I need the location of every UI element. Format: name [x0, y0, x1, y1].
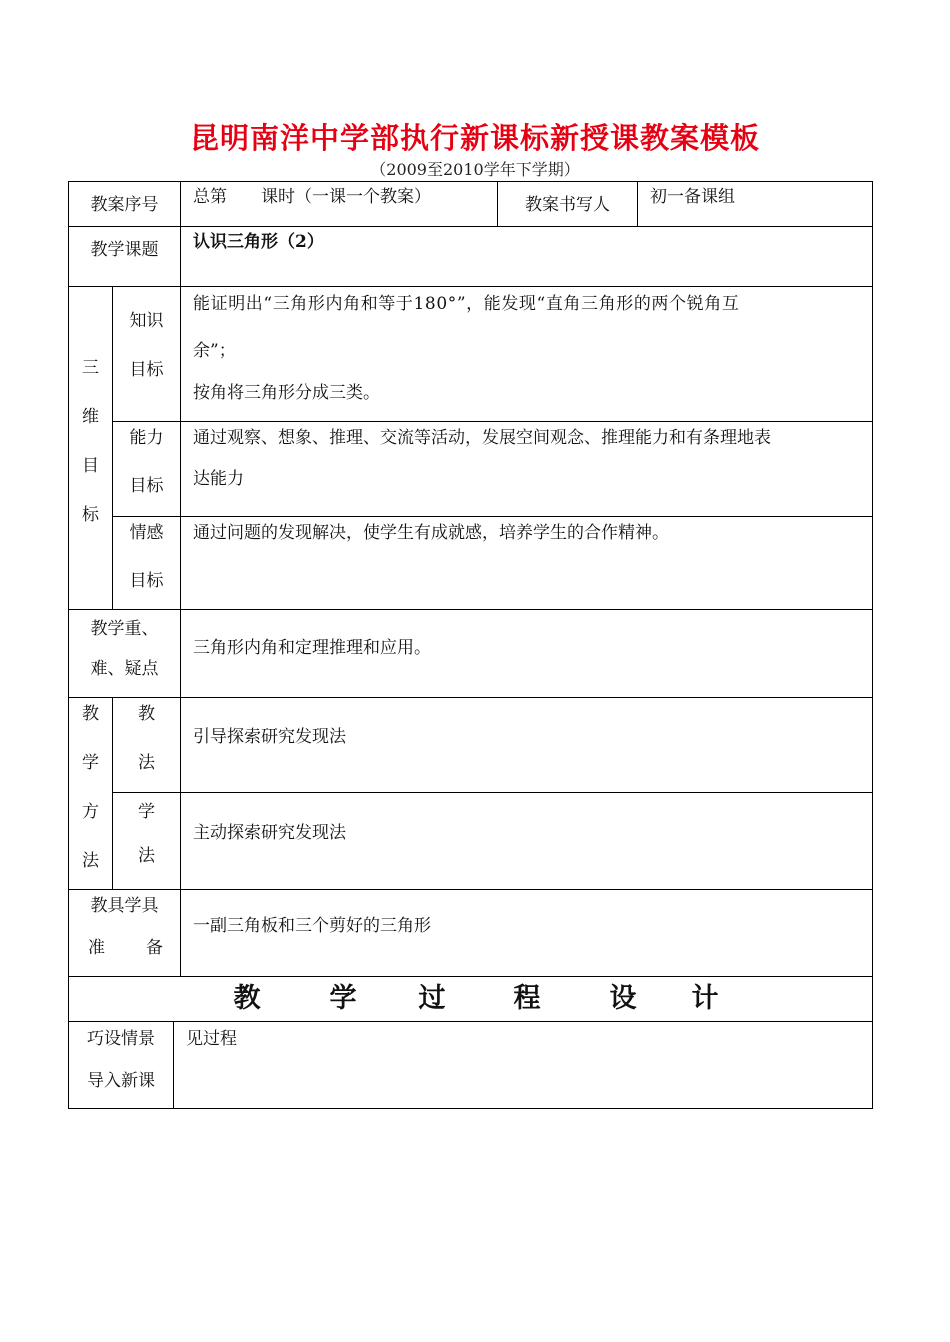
- emotion-label-cell: [112, 516, 181, 610]
- writer-label: 教案书写人: [525, 195, 610, 215]
- goals-group-char: 三: [82, 358, 99, 378]
- methods-group-char: 方: [82, 802, 99, 822]
- ability-label-cell: [112, 421, 181, 517]
- keypoints-value: 三角形内角和定理推理和应用。: [193, 638, 431, 658]
- intro-value-cell: [173, 1021, 873, 1109]
- seq-value-cell: [180, 181, 498, 227]
- topic-label-cell: [68, 226, 181, 287]
- methods-group-char: 教: [82, 704, 99, 724]
- process-header-char: 设: [609, 983, 637, 1014]
- teach-method-value-cell: [180, 697, 873, 793]
- ability-line: 通过观察、想象、推理、交流等活动，发展空间观念、推理能力和有条理地表: [193, 428, 771, 448]
- knowledge-line: 按角将三角形分成三类。: [193, 383, 380, 403]
- teach-method-value: 引导探索研究发现法: [193, 727, 346, 747]
- knowledge-label: 知识: [129, 311, 164, 331]
- keypoints-value-cell: [180, 609, 873, 698]
- ability-value-cell: [180, 421, 873, 517]
- keypoints-label: 难、疑点: [90, 659, 159, 679]
- document-subtitle: （2009至2010学年下学期）: [370, 160, 580, 179]
- process-header-char: 计: [691, 983, 719, 1014]
- seq-label-cell: [68, 181, 181, 227]
- knowledge-label: 目标: [129, 360, 164, 380]
- intro-label-cell: [68, 1021, 174, 1109]
- ability-label: 能力: [129, 428, 164, 448]
- topic-label: 教学课题: [90, 240, 159, 260]
- methods-group-char: 学: [82, 753, 99, 773]
- process-header-char: 学: [329, 983, 357, 1014]
- intro-value: 见过程: [186, 1029, 237, 1049]
- tools-label: 教具学具: [90, 896, 159, 916]
- tools-label-cell: [68, 889, 181, 977]
- teach-method-label: 法: [138, 753, 155, 773]
- learn-method-label: 学: [138, 802, 155, 822]
- seq-label: 教案序号: [90, 195, 159, 215]
- goals-group-char: 目: [82, 456, 99, 476]
- intro-label: 导入新课: [87, 1071, 155, 1091]
- tools-label: 备: [146, 938, 163, 958]
- topic-value-cell: [180, 226, 873, 287]
- goals-group-char: 标: [82, 505, 99, 525]
- ability-line: 达能力: [193, 469, 244, 489]
- teach-method-label: 教: [138, 704, 155, 724]
- emotion-value-cell: [180, 516, 873, 610]
- knowledge-line: 余”；: [193, 341, 236, 361]
- learn-method-label: 法: [138, 846, 155, 866]
- tools-label: 准: [88, 938, 105, 958]
- emotion-line: 通过问题的发现解决，使学生有成就感，培养学生的合作精神。: [193, 523, 669, 543]
- process-header-char: 过: [418, 983, 446, 1014]
- keypoints-label-cell: [68, 609, 181, 698]
- process-header-char: 教: [233, 983, 261, 1014]
- methods-group-cell: [68, 697, 113, 890]
- goals-group-cell: [68, 286, 113, 610]
- knowledge-line: 能证明出“三角形内角和等于180°”，能发现“直角三角形的两个锐角互: [193, 294, 740, 314]
- writer-value: 初一备课组: [650, 187, 735, 207]
- tools-value-cell: [180, 889, 873, 977]
- process-header-cell: [68, 976, 873, 1022]
- goals-group-char: 维: [82, 407, 99, 427]
- writer-label-cell: [497, 181, 638, 227]
- methods-group-char: 法: [82, 851, 99, 871]
- process-header-char: 程: [513, 983, 541, 1014]
- emotion-label: 目标: [129, 571, 164, 591]
- learn-method-value: 主动探索研究发现法: [193, 823, 346, 843]
- teach-method-label-cell: [112, 697, 181, 793]
- keypoints-label: 教学重、: [90, 619, 159, 639]
- intro-label: 巧设情景: [87, 1029, 155, 1049]
- knowledge-label-cell: [112, 286, 181, 422]
- topic-value: 认识三角形（2）: [193, 232, 324, 252]
- ability-label: 目标: [129, 476, 164, 496]
- writer-value-cell: [637, 181, 873, 227]
- emotion-label: 情感: [129, 523, 164, 543]
- seq-value: 总第 课时（一课一个教案）: [193, 187, 431, 207]
- tools-value: 一副三角板和三个剪好的三角形: [193, 916, 431, 936]
- document-title: 昆明南洋中学部执行新课标新授课教案模板: [189, 121, 760, 155]
- learn-method-label-cell: [112, 792, 181, 890]
- knowledge-value-cell: [180, 286, 873, 422]
- learn-method-value-cell: [180, 792, 873, 890]
